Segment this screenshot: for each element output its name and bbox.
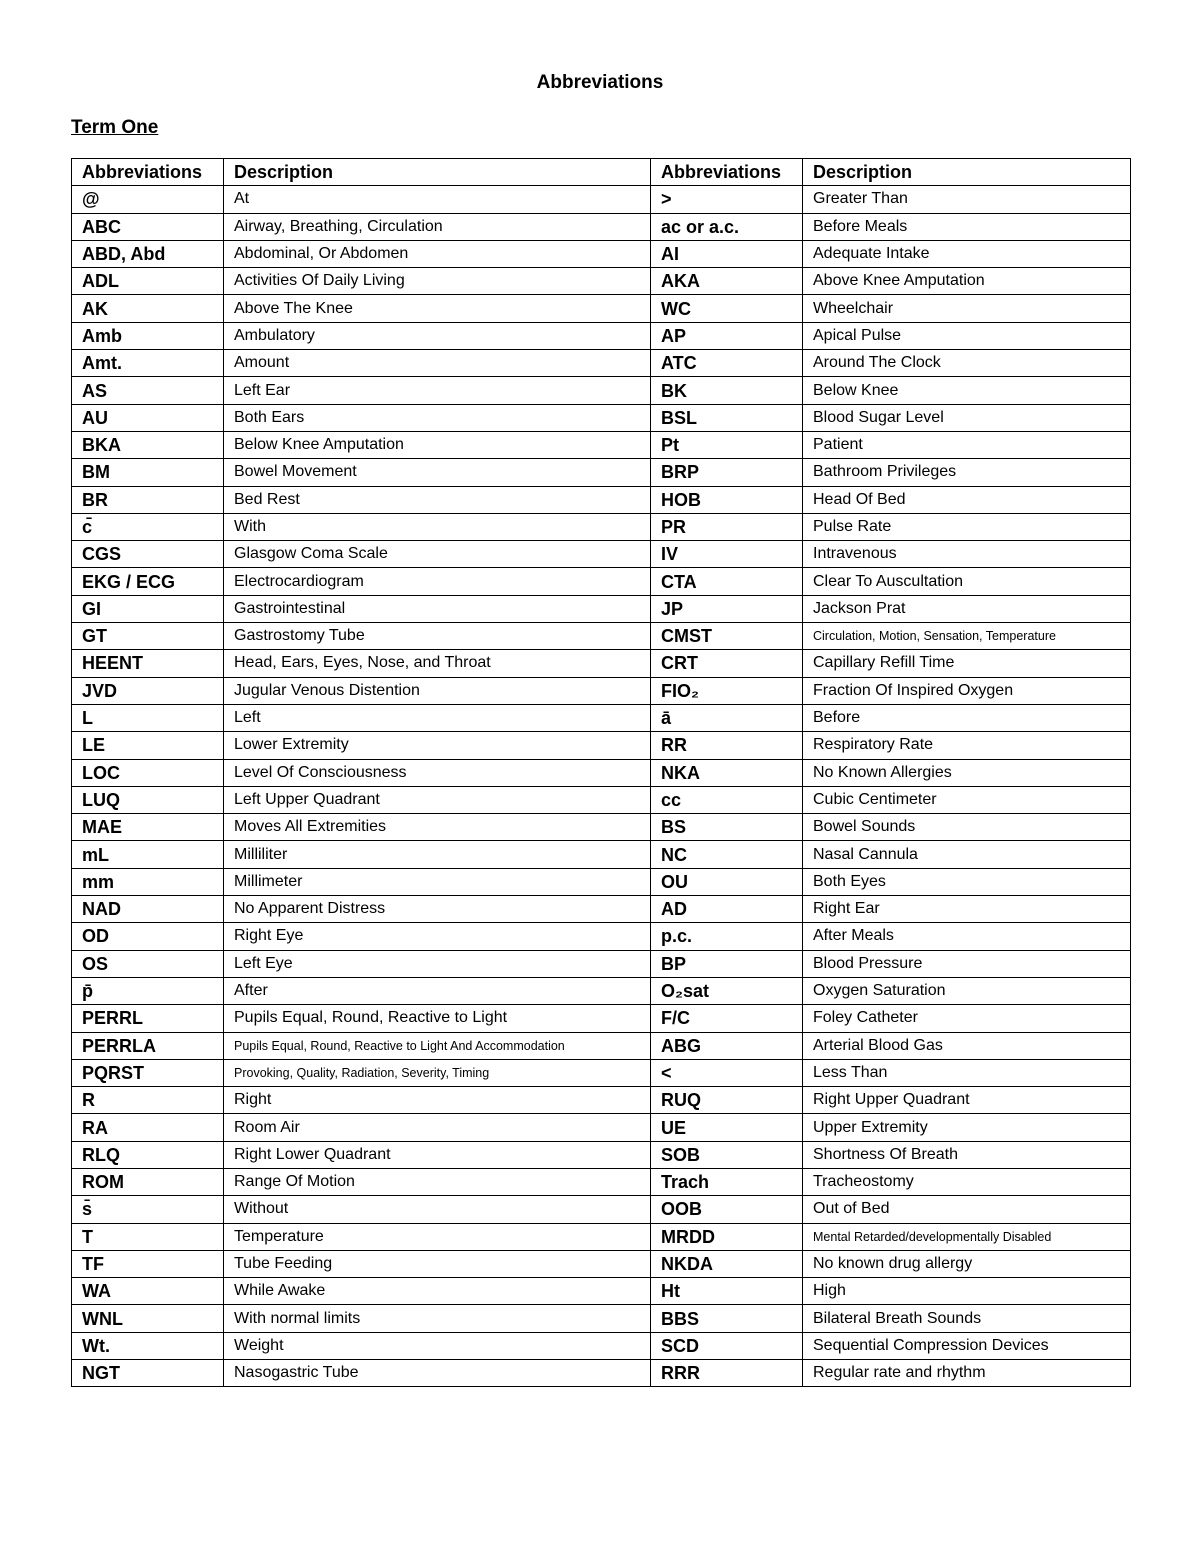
table-row <box>72 240 1131 267</box>
table-row <box>72 404 1131 431</box>
table-row <box>72 268 1131 295</box>
abbreviation-left: LE <box>72 732 224 759</box>
description-right: Bowel Sounds <box>803 814 1131 841</box>
description-left: Lower Extremity <box>224 732 651 759</box>
table-row <box>72 486 1131 513</box>
description-right: Nasal Cannula <box>803 841 1131 868</box>
abbreviation-right: RRR <box>651 1360 803 1387</box>
abbreviation-left: EKG / ECG <box>72 568 224 595</box>
abbreviation-right: BP <box>651 950 803 977</box>
table-row <box>72 350 1131 377</box>
abbreviation-right: SOB <box>651 1141 803 1168</box>
abbreviation-right: ABG <box>651 1032 803 1059</box>
table-row <box>72 759 1131 786</box>
description-right: Respiratory Rate <box>803 732 1131 759</box>
description-right: Oxygen Saturation <box>803 977 1131 1004</box>
abbreviation-left: AS <box>72 377 224 404</box>
description-left: Above The Knee <box>224 295 651 322</box>
description-right: Adequate Intake <box>803 240 1131 267</box>
description-right: Blood Pressure <box>803 950 1131 977</box>
header-description-left: Description <box>224 159 651 186</box>
table-row <box>72 896 1131 923</box>
abbreviation-right: CTA <box>651 568 803 595</box>
description-left: Level Of Consciousness <box>224 759 651 786</box>
abbreviation-left: BR <box>72 486 224 513</box>
description-left: Left Eye <box>224 950 651 977</box>
abbreviation-right: FIO₂ <box>651 677 803 704</box>
description-left: Head, Ears, Eyes, Nose, and Throat <box>224 650 651 677</box>
abbreviation-left: OS <box>72 950 224 977</box>
description-right: Less Than <box>803 1059 1131 1086</box>
description-left: Left Upper Quadrant <box>224 786 651 813</box>
table-row <box>72 1114 1131 1141</box>
abbreviation-left: p̄ <box>72 977 224 1004</box>
table-row <box>72 1250 1131 1277</box>
description-right: Fraction Of Inspired Oxygen <box>803 677 1131 704</box>
description-left: Right <box>224 1087 651 1114</box>
abbreviation-left: s̄ <box>72 1196 224 1223</box>
table-row <box>72 377 1131 404</box>
description-right: Above Knee Amputation <box>803 268 1131 295</box>
description-left: Right Eye <box>224 923 651 950</box>
description-left: Airway, Breathing, Circulation <box>224 213 651 240</box>
abbreviation-right: Ht <box>651 1278 803 1305</box>
description-left: Abdominal, Or Abdomen <box>224 240 651 267</box>
description-right: Pulse Rate <box>803 513 1131 540</box>
description-left: Both Ears <box>224 404 651 431</box>
table-row <box>72 1087 1131 1114</box>
table-row <box>72 1059 1131 1086</box>
abbreviation-left: HEENT <box>72 650 224 677</box>
abbreviation-right: > <box>651 186 803 213</box>
table-row <box>72 923 1131 950</box>
table-row <box>72 677 1131 704</box>
description-right: Mental Retarded/developmentally Disabled <box>803 1223 1131 1250</box>
description-right: Bathroom Privileges <box>803 459 1131 486</box>
description-right: Intravenous <box>803 541 1131 568</box>
description-right: Bilateral Breath Sounds <box>803 1305 1131 1332</box>
description-left: Jugular Venous Distention <box>224 677 651 704</box>
abbreviation-left: MAE <box>72 814 224 841</box>
table-row <box>72 1005 1131 1032</box>
header-description-right: Description <box>803 159 1131 186</box>
abbreviation-left: AK <box>72 295 224 322</box>
description-right: Cubic Centimeter <box>803 786 1131 813</box>
description-right: Circulation, Motion, Sensation, Temperature <box>803 623 1131 650</box>
table-row <box>72 322 1131 349</box>
abbreviation-right: BK <box>651 377 803 404</box>
abbreviation-right: MRDD <box>651 1223 803 1250</box>
abbreviation-left: AU <box>72 404 224 431</box>
description-right: Clear To Auscultation <box>803 568 1131 595</box>
table-row <box>72 1278 1131 1305</box>
abbreviation-left: BKA <box>72 431 224 458</box>
abbreviation-right: AI <box>651 240 803 267</box>
abbreviation-left: mm <box>72 868 224 895</box>
abbreviation-left: LOC <box>72 759 224 786</box>
abbreviation-left: NGT <box>72 1360 224 1387</box>
abbreviation-right: AD <box>651 896 803 923</box>
abbreviation-left: R <box>72 1087 224 1114</box>
abbreviation-right: F/C <box>651 1005 803 1032</box>
description-right: Shortness Of Breath <box>803 1141 1131 1168</box>
abbreviation-right: CRT <box>651 650 803 677</box>
abbreviation-left: NAD <box>72 896 224 923</box>
table-row <box>72 623 1131 650</box>
table-row <box>72 1196 1131 1223</box>
abbreviation-right: OU <box>651 868 803 895</box>
table-row <box>72 595 1131 622</box>
table-row <box>72 541 1131 568</box>
description-left: Amount <box>224 350 651 377</box>
abbreviation-right: PR <box>651 513 803 540</box>
description-right: Upper Extremity <box>803 1114 1131 1141</box>
description-left: Electrocardiogram <box>224 568 651 595</box>
description-right: No Known Allergies <box>803 759 1131 786</box>
abbreviation-right: CMST <box>651 623 803 650</box>
abbreviation-right: < <box>651 1059 803 1086</box>
description-left: Right Lower Quadrant <box>224 1141 651 1168</box>
abbreviations-table <box>71 158 1131 1387</box>
table-header-row <box>72 159 1131 186</box>
description-right: No known drug allergy <box>803 1250 1131 1277</box>
table-body <box>72 186 1131 1387</box>
description-left: Ambulatory <box>224 322 651 349</box>
abbreviation-left: RA <box>72 1114 224 1141</box>
abbreviation-right: HOB <box>651 486 803 513</box>
description-left: Below Knee Amputation <box>224 431 651 458</box>
abbreviation-left: Amt. <box>72 350 224 377</box>
abbreviation-right: RUQ <box>651 1087 803 1114</box>
description-right: Before Meals <box>803 213 1131 240</box>
description-left: Bed Rest <box>224 486 651 513</box>
abbreviation-left: GI <box>72 595 224 622</box>
abbreviation-right: BBS <box>651 1305 803 1332</box>
description-left: Moves All Extremities <box>224 814 651 841</box>
description-right: Regular rate and rhythm <box>803 1360 1131 1387</box>
description-right: Jackson Prat <box>803 595 1131 622</box>
section-title: Term One <box>71 117 159 138</box>
abbreviation-right: BSL <box>651 404 803 431</box>
abbreviation-right: OOB <box>651 1196 803 1223</box>
abbreviation-left: OD <box>72 923 224 950</box>
table-row <box>72 841 1131 868</box>
description-left: Without <box>224 1196 651 1223</box>
description-left: Range Of Motion <box>224 1168 651 1195</box>
table-row <box>72 1032 1131 1059</box>
description-left: Milliliter <box>224 841 651 868</box>
description-left: With <box>224 513 651 540</box>
description-left: After <box>224 977 651 1004</box>
table-row <box>72 1141 1131 1168</box>
description-left: Glasgow Coma Scale <box>224 541 651 568</box>
abbreviation-left: PERRL <box>72 1005 224 1032</box>
abbreviation-right: UE <box>651 1114 803 1141</box>
description-left: Gastrostomy Tube <box>224 623 651 650</box>
description-left: Left <box>224 704 651 731</box>
abbreviation-right: BS <box>651 814 803 841</box>
description-right: Wheelchair <box>803 295 1131 322</box>
abbreviation-right: BRP <box>651 459 803 486</box>
abbreviation-right: NC <box>651 841 803 868</box>
description-right: Foley Catheter <box>803 1005 1131 1032</box>
table-row <box>72 1168 1131 1195</box>
description-right: Right Upper Quadrant <box>803 1087 1131 1114</box>
abbreviation-left: WA <box>72 1278 224 1305</box>
description-left: No Apparent Distress <box>224 896 651 923</box>
description-left: Pupils Equal, Round, Reactive to Light And Accommodation <box>224 1032 651 1059</box>
table-row <box>72 950 1131 977</box>
description-right: Both Eyes <box>803 868 1131 895</box>
abbreviation-right: RR <box>651 732 803 759</box>
description-right: Apical Pulse <box>803 322 1131 349</box>
abbreviation-left: Wt. <box>72 1332 224 1359</box>
description-left: Nasogastric Tube <box>224 1360 651 1387</box>
abbreviation-right: SCD <box>651 1332 803 1359</box>
abbreviation-left: JVD <box>72 677 224 704</box>
abbreviation-right: Trach <box>651 1168 803 1195</box>
abbreviation-right: Pt <box>651 431 803 458</box>
table-row <box>72 1223 1131 1250</box>
description-right: Arterial Blood Gas <box>803 1032 1131 1059</box>
abbreviation-left: ADL <box>72 268 224 295</box>
abbreviation-left: WNL <box>72 1305 224 1332</box>
description-left: Left Ear <box>224 377 651 404</box>
abbreviation-left: @ <box>72 186 224 213</box>
table-row <box>72 977 1131 1004</box>
description-left: Pupils Equal, Round, Reactive to Light <box>224 1005 651 1032</box>
table-row <box>72 459 1131 486</box>
abbreviation-left: L <box>72 704 224 731</box>
description-right: Before <box>803 704 1131 731</box>
abbreviation-left: LUQ <box>72 786 224 813</box>
table-row <box>72 1360 1131 1387</box>
description-left: Temperature <box>224 1223 651 1250</box>
abbreviation-right: cc <box>651 786 803 813</box>
abbreviation-left: CGS <box>72 541 224 568</box>
description-right: Capillary Refill Time <box>803 650 1131 677</box>
abbreviation-left: PQRST <box>72 1059 224 1086</box>
description-left: Activities Of Daily Living <box>224 268 651 295</box>
abbreviation-right: p.c. <box>651 923 803 950</box>
abbreviation-left: BM <box>72 459 224 486</box>
description-right: Head Of Bed <box>803 486 1131 513</box>
abbreviation-right: AP <box>651 322 803 349</box>
abbreviation-left: ROM <box>72 1168 224 1195</box>
abbreviation-left: T <box>72 1223 224 1250</box>
description-left: Bowel Movement <box>224 459 651 486</box>
page-title: Abbreviations <box>536 72 664 93</box>
abbreviation-left: ABD, Abd <box>72 240 224 267</box>
description-left: Provoking, Quality, Radiation, Severity, Timing <box>224 1059 651 1086</box>
abbreviation-right: NKDA <box>651 1250 803 1277</box>
description-right: Greater Than <box>803 186 1131 213</box>
description-left: Gastrointestinal <box>224 595 651 622</box>
abbreviation-left: c̄ <box>72 513 224 540</box>
description-left: With normal limits <box>224 1305 651 1332</box>
abbreviation-left: TF <box>72 1250 224 1277</box>
table-row <box>72 213 1131 240</box>
description-right: Sequential Compression Devices <box>803 1332 1131 1359</box>
table-row <box>72 704 1131 731</box>
table-row <box>72 513 1131 540</box>
abbreviation-right: IV <box>651 541 803 568</box>
abbreviation-left: mL <box>72 841 224 868</box>
abbreviation-right: ac or a.c. <box>651 213 803 240</box>
table-row <box>72 786 1131 813</box>
table-row <box>72 1305 1131 1332</box>
description-right: Blood Sugar Level <box>803 404 1131 431</box>
abbreviation-right: NKA <box>651 759 803 786</box>
description-right: Below Knee <box>803 377 1131 404</box>
description-left: Millimeter <box>224 868 651 895</box>
abbreviation-right: WC <box>651 295 803 322</box>
abbreviation-right: JP <box>651 595 803 622</box>
description-left: Weight <box>224 1332 651 1359</box>
header-abbreviations-left: Abbreviations <box>72 159 224 186</box>
abbreviation-left: RLQ <box>72 1141 224 1168</box>
description-right: Patient <box>803 431 1131 458</box>
table-row <box>72 431 1131 458</box>
description-left: Tube Feeding <box>224 1250 651 1277</box>
table-row <box>72 732 1131 759</box>
table-row <box>72 650 1131 677</box>
description-right: Around The Clock <box>803 350 1131 377</box>
abbreviation-left: Amb <box>72 322 224 349</box>
abbreviation-right: ATC <box>651 350 803 377</box>
description-right: High <box>803 1278 1131 1305</box>
table-row <box>72 814 1131 841</box>
abbreviation-left: PERRLA <box>72 1032 224 1059</box>
table-row <box>72 186 1131 213</box>
abbreviation-right: ā <box>651 704 803 731</box>
table-row <box>72 568 1131 595</box>
description-right: Right Ear <box>803 896 1131 923</box>
abbreviation-left: ABC <box>72 213 224 240</box>
abbreviation-right: AKA <box>651 268 803 295</box>
description-right: Out of Bed <box>803 1196 1131 1223</box>
abbreviation-right: O₂sat <box>651 977 803 1004</box>
abbreviation-left: GT <box>72 623 224 650</box>
description-left: At <box>224 186 651 213</box>
description-left: Room Air <box>224 1114 651 1141</box>
description-left: While Awake <box>224 1278 651 1305</box>
table-row <box>72 295 1131 322</box>
table-row <box>72 1332 1131 1359</box>
description-right: After Meals <box>803 923 1131 950</box>
table-row <box>72 868 1131 895</box>
description-right: Tracheostomy <box>803 1168 1131 1195</box>
header-abbreviations-right: Abbreviations <box>651 159 803 186</box>
